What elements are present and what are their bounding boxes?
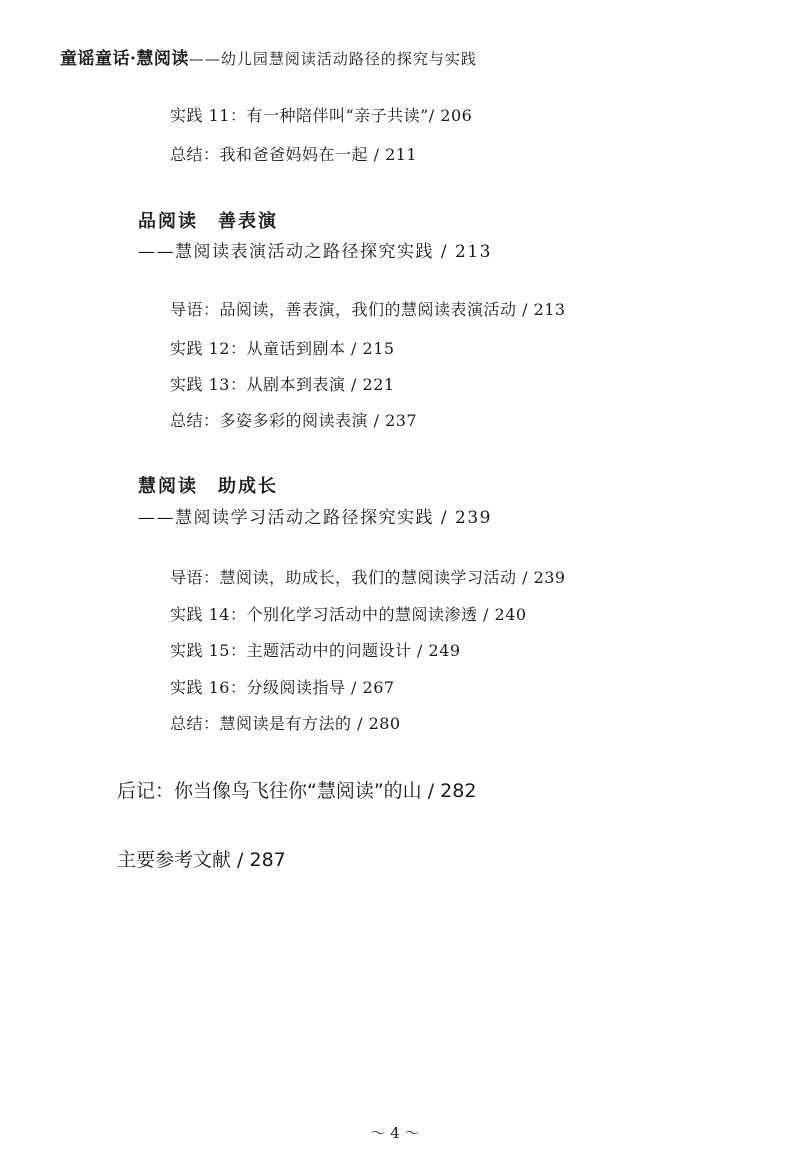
toc-entry: 总结：多姿多彩的阅读表演 / 237: [170, 411, 418, 430]
toc-entry: 实践 12：从童话到剧本 / 215: [170, 339, 395, 358]
section-subtitle: ——慧阅读学习活动之路径探究实践 / 239: [138, 508, 492, 528]
section-subtitle: ——慧阅读表演活动之路径探究实践 / 213: [138, 242, 492, 262]
page-number: ～ 4 ～: [370, 1124, 420, 1142]
toc-entry: 导语：慧阅读，助成长，我们的慧阅读学习活动 / 239: [170, 568, 566, 587]
toc-entry: 实践 11：有一种陪伴叫“亲子共读”/ 206: [170, 106, 473, 125]
book-title: 童谣童话·慧阅读: [60, 49, 189, 69]
book-subtitle: ——幼儿园慧阅读活动路径的探究与实践: [188, 50, 477, 68]
toc-entry: 总结：慧阅读是有方法的 / 280: [170, 714, 401, 733]
running-header: [60, 44, 477, 69]
toc-entry: 实践 14：个别化学习活动中的慧阅读渗透 / 240: [170, 605, 527, 624]
toc-entry: 导语：品阅读，善表演，我们的慧阅读表演活动 / 213: [170, 300, 566, 319]
toc-entry: 实践 16：分级阅读指导 / 267: [170, 678, 395, 697]
section-title: 品阅读 善表演: [138, 211, 278, 232]
toc-entry: 实践 15：主题活动中的问题设计 / 249: [170, 641, 461, 660]
toc-entry: 总结：我和爸爸妈妈在一起 / 211: [170, 145, 418, 164]
toc-entry: 实践 13：从剧本到表演 / 221: [170, 375, 395, 394]
afterword-entry: 后记：你当像鸟飞往你“慧阅读”的山 / 282: [117, 780, 477, 802]
references-entry: 主要参考文献 / 287: [117, 849, 286, 871]
section-title: 慧阅读 助成长: [138, 476, 278, 497]
